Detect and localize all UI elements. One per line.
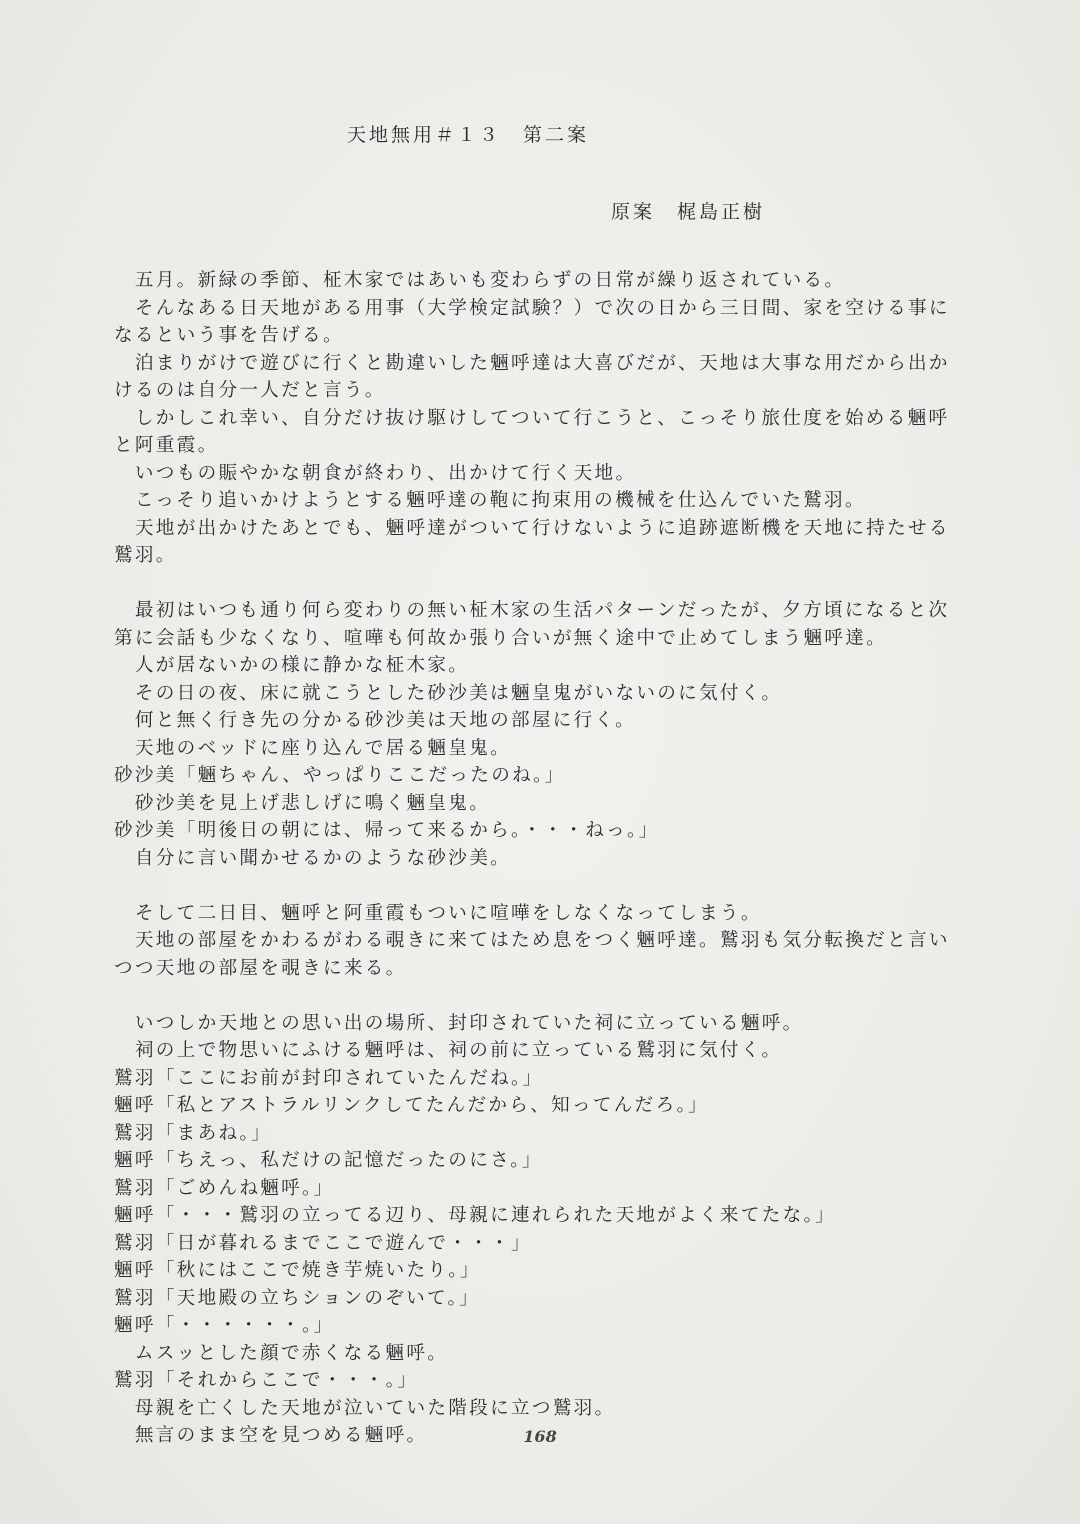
text-line: その日の夜、床に就こうとした砂沙美は魎皇鬼がいないのに気付く。: [114, 682, 783, 704]
text-line: 鷲羽。: [114, 545, 177, 566]
text-line: 魎呼「・・・・・・。」: [114, 1315, 335, 1336]
text-line: 天地の部屋をかわるがわる覗きに来てはため息をつく魎呼達。鷲羽も気分転換だと言い: [114, 930, 950, 951]
text-line: 何と無く行き先の分かる砂沙美は天地の部屋に行く。: [114, 710, 636, 731]
text-line: 最初はいつも通り何ら変わりの無い柾木家の生活パターンだったが、夕方頃になると次: [114, 600, 950, 621]
text-line: 天地が出かけたあとでも、魎呼達がついて行けないように追跡遮断機を天地に持たせる: [114, 517, 950, 539]
text-line: ムスッとした顔で赤くなる魎呼。: [114, 1342, 449, 1364]
text-line: 祠の上で物思いにふける魎呼は、祠の前に立っている鷲羽に気付く。: [114, 1040, 783, 1061]
text-line: 鷲羽「天地殿の立ちションのぞいて。」: [114, 1287, 481, 1309]
text-line: 砂沙美「明後日の朝には、帰って来るから。・・・ねっ。」: [114, 820, 660, 841]
text-line: いつしか天地との思い出の場所、封印されていた祠に立っている魎呼。: [114, 1012, 804, 1034]
text-line: しかしこれ幸い、自分だけ抜け駆けしてついて行こうと、こっそり旅仕度を始める魎呼: [114, 407, 950, 429]
text-line: 砂沙美を見上げ悲しげに鳴く魎皇鬼。: [114, 792, 491, 814]
text-line: 魎呼「ちえっ、私だけの記憶だったのにさ。」: [114, 1150, 543, 1171]
text-line: 鷲羽「ごめんね魎呼。」: [114, 1177, 335, 1199]
text-line: つつ天地の部屋を覗きに来る。: [114, 957, 407, 979]
document-title: 天地無用＃１３ 第二案: [347, 124, 590, 146]
manuscript-body: [114, 267, 994, 1450]
text-line: 第に会話も少なくなり、喧嘩も何故か張り合いが無く途中で止めてしまう魎呼達。: [114, 627, 888, 649]
text-line: 無言のまま空を見つめる魎呼。: [114, 1425, 428, 1446]
text-line: 魎呼「私とアストラルリンクしてたんだから、知ってんだろ。」: [114, 1095, 709, 1116]
text-line: 人が居ないかの様に静かな柾木家。: [114, 655, 470, 676]
paragraph-gap: [114, 570, 994, 598]
text-line: 自分に言い聞かせるかのような砂沙美。: [114, 847, 511, 869]
text-line: そして二日目、魎呼と阿重霞もついに喧嘩をしなくなってしまう。: [114, 902, 762, 924]
text-line: そんなある日天地がある用事（大学検定試験？）で次の日から三日間、家を空ける事に: [114, 297, 950, 319]
paragraph-gap: [114, 872, 994, 900]
text-line: 魎呼「・・・鷲羽の立ってる辺り、母親に連れられた天地がよく来てたな。」: [114, 1205, 836, 1226]
text-line: 母親を亡くした天地が泣いていた階段に立つ鷲羽。: [114, 1397, 616, 1419]
text-line: 鷲羽「それからここで・・・。」: [114, 1370, 419, 1391]
text-line: 鷲羽「まあね。」: [114, 1122, 272, 1144]
paragraph-gap: [114, 982, 994, 1010]
page-number: 168: [523, 1427, 557, 1446]
text-line: 魎呼「秋にはここで焼き芋焼いたり。」: [114, 1260, 481, 1281]
text-line: なるという事を告げる。: [114, 325, 344, 346]
text-line: 鷲羽「ここにお前が封印されていたんだね。」: [114, 1067, 544, 1089]
text-line: 五月。新緑の季節、柾木家ではあいも変わらずの日常が繰り返されている。: [114, 270, 846, 291]
author-credit: 原案 梶島正樹: [611, 201, 766, 223]
text-line: 砂沙美「魎ちゃん、やっぱりここだったのね。」: [114, 765, 566, 786]
text-line: 泊まりがけで遊びに行くと勘違いした魎呼達は大喜びだが、天地は大事な用だから出か: [114, 352, 950, 374]
text-line: いつもの賑やかな朝食が終わり、出かけて行く天地。: [114, 462, 637, 484]
text-line: 鷲羽「日が暮れるまでここで遊んで・・・」: [114, 1232, 532, 1254]
text-line: こっそり追いかけようとする魎呼達の鞄に拘束用の機械を仕込んでいた鷲羽。: [114, 490, 866, 511]
text-line: と阿重霞。: [114, 435, 219, 456]
text-line: 天地のベッドに座り込んで居る魎皇鬼。: [114, 737, 511, 759]
text-line: けるのは自分一人だと言う。: [114, 380, 386, 401]
